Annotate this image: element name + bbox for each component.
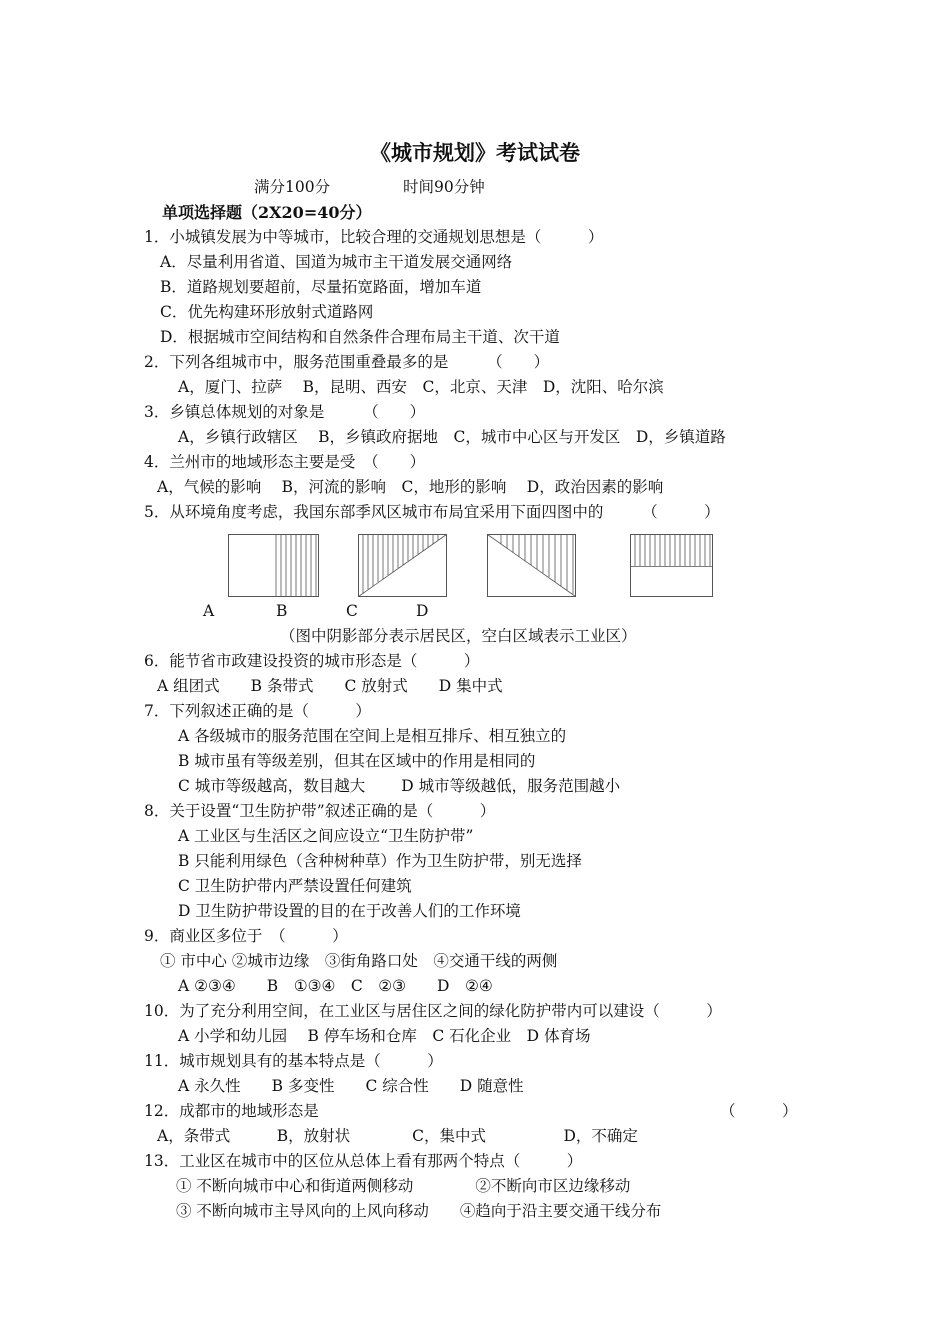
question-8-option-d: D 卫生防护带设置的目的在于改善人们的工作环境	[178, 902, 521, 920]
question-8-stem: 8．关于设置“卫生防护带”叙述正确的是（ ）	[144, 802, 496, 820]
question-8-option-b: B 只能利用绿色（含种树种草）作为卫生防护带，别无选择	[178, 852, 582, 870]
question-10-options: A 小学和幼儿园 B 停车场和仓库 C 石化企业 D 体育场	[178, 1027, 591, 1045]
question-13-items-1: ① 不断向城市中心和街道两侧移动 ②不断向市区边缘移动	[176, 1177, 631, 1195]
question-4-options: A，气候的影响 B，河流的影响 C，地形的影响 D，政治因素的影响	[157, 478, 664, 496]
question-5-stem: 5．从环境角度考虑，我国东部季风区城市布局宜采用下面四图中的 （ ）	[144, 503, 720, 521]
exam-title: 《城市规划》考试试卷	[370, 140, 580, 165]
time-limit: 时间90分钟	[403, 178, 485, 196]
question-6-stem: 6．能节省市政建设投资的城市形态是（ ）	[144, 652, 480, 670]
question-3-stem: 3．乡镇总体规划的对象是 （ ）	[144, 403, 426, 421]
question-13-items-2: ③ 不断向城市主导风向的上风向移动 ④趋向于沿主要交通干线分布	[176, 1202, 662, 1220]
question-1-stem: 1．小城镇发展为中等城市，比较合理的交通规划思想是（ ）	[144, 228, 604, 246]
question-1-option-a: A．尽量利用省道、国道为城市主干道发展交通网络	[160, 253, 513, 271]
question-2-stem: 2．下列各组城市中，服务范围重叠最多的是 （ ）	[144, 353, 550, 371]
question-12-answer-paren: （ ）	[720, 1102, 798, 1120]
question-2-options: A，厦门、拉萨 B，昆明、西安 C，北京、天津 D，沈阳、哈尔滨	[178, 378, 664, 396]
figure-label-d: D	[416, 602, 429, 620]
figure-label-b: B	[276, 602, 288, 620]
question-4-stem: 4．兰州市的地域形态主要是受 （ ）	[144, 453, 426, 471]
question-7-option-a: A 各级城市的服务范围在空间上是相互排斥、相互独立的	[178, 727, 567, 745]
question-11-options: A 永久性 B 多变性 C 综合性 D 随意性	[178, 1077, 524, 1095]
figure-d-diagram	[630, 534, 714, 598]
figure-a-diagram	[228, 534, 320, 598]
figure-c-diagram	[487, 534, 577, 598]
question-13-stem: 13．工业区在城市中的区位从总体上看有那两个特点（ ）	[144, 1152, 583, 1170]
question-3-options: A，乡镇行政辖区 B，乡镇政府据地 C，城市中心区与开发区 D，乡镇道路	[178, 428, 726, 446]
question-10-stem: 10．为了充分利用空间，在工业区与居住区之间的绿化防护带内可以建设（ ）	[144, 1002, 722, 1020]
figure-note: （图中阴影部分表示居民区，空白区域表示工业区）	[280, 627, 637, 645]
question-11-stem: 11．城市规划具有的基本特点是（ ）	[144, 1052, 443, 1070]
question-12-options: A，条带式 B，放射状 C，集中式 D，不确定	[157, 1127, 638, 1145]
question-6-options: A 组团式 B 条带式 C 放射式 D 集中式	[157, 677, 503, 695]
question-9-stem: 9．商业区多位于 （ ）	[144, 927, 348, 945]
question-8-option-c: C 卫生防护带内严禁设置任何建筑	[178, 877, 412, 895]
full-score: 满分100分	[254, 178, 331, 196]
section-heading: 单项选择题（2X20=40分）	[162, 203, 372, 222]
question-9-items: ① 市中心 ②城市边缘 ③街角路口处 ④交通干线的两侧	[160, 952, 558, 970]
question-7-option-cd: C 城市等级越高，数目越大 D 城市等级越低，服务范围越小	[178, 777, 621, 795]
question-1-option-d: D．根据城市空间结构和自然条件合理布局主干道、次干道	[160, 328, 560, 346]
question-9-options: A ②③④ B ①③④ C ②③ D ②④	[178, 977, 493, 995]
question-7-stem: 7．下列叙述正确的是（ ）	[144, 702, 371, 720]
figure-label-a: A	[203, 602, 215, 620]
question-8-option-a: A 工业区与生活区之间应设立“卫生防护带”	[178, 827, 474, 845]
question-1-option-c: C．优先构建环形放射式道路网	[160, 303, 374, 321]
figure-label-c: C	[346, 602, 358, 620]
question-7-option-b: B 城市虽有等级差别，但其在区域中的作用是相同的	[178, 752, 536, 770]
question-1-option-b: B．道路规划要超前，尽量拓宽路面，增加车道	[160, 278, 482, 296]
figure-b-diagram	[358, 534, 448, 598]
question-12-stem: 12．成都市的地域形态是	[144, 1102, 319, 1120]
